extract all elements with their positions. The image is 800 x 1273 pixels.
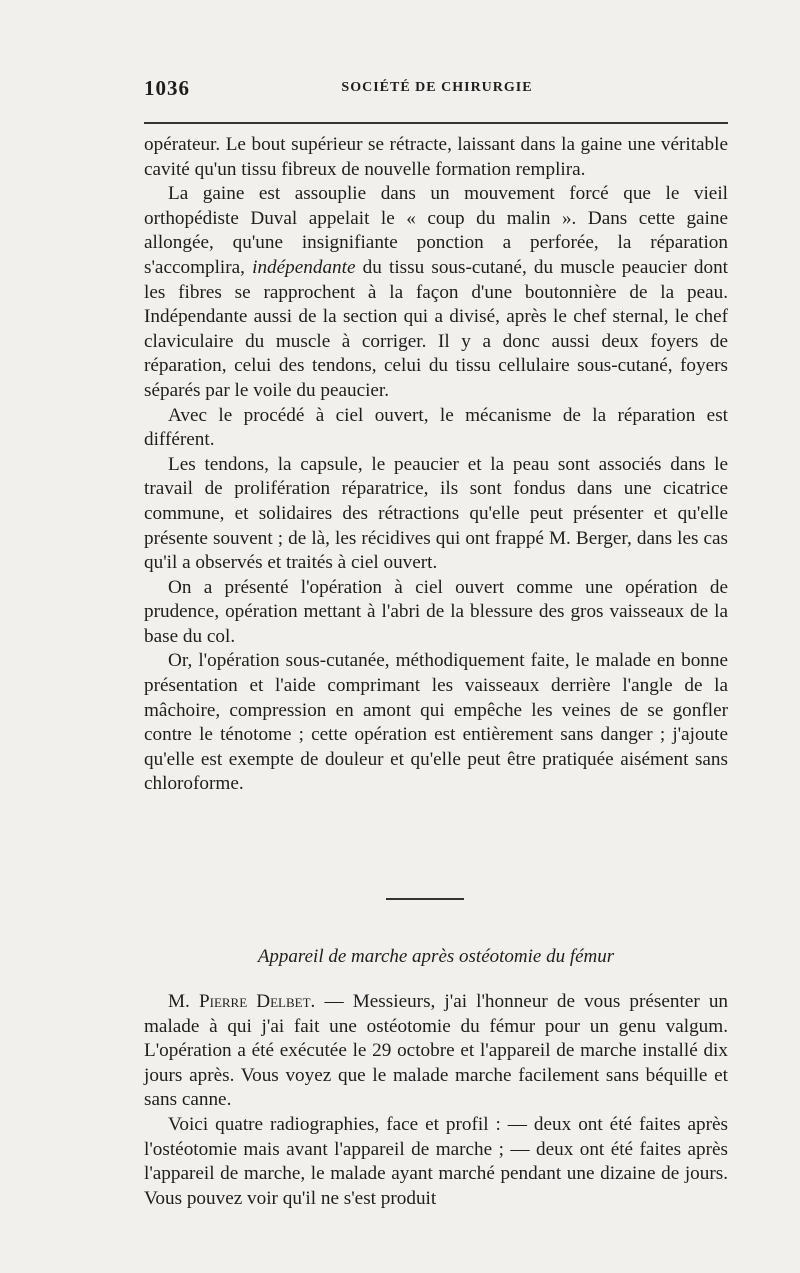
section-text [144,990,728,1211]
paragraph: Avec le procédé à ciel ouvert, le mécanisme de la réparation est différent. [144,404,728,451]
paragraph: On a présenté l'opération à ciel ouvert comme une opération de prudence, opération mettant à l'abri de la blessure des gros vaisseaux de la base du col. [144,576,728,647]
header-rule [144,122,728,124]
section-title: Appareil de marche après ostéotomie du fémur [257,946,615,967]
paragraph-text: La gaine est assouplie dans un mouvement forcé que le vieil orthopédiste Duval appelait le « coup du malin ». Dans cette gaine allongée, qu'une insignifiante ponction a perforée, la réparation s'accomplira, [144,183,728,278]
paragraph-text: — Messieurs, j'ai l'honneur de vous présenter un malade à qui j'ai fait une ostéotomie du fémur pour un genu valgum. L'opération a été exécutée le 29 octobre et l'appareil de marche installé dix jours après. Vous voyez que le malade marche facilement sans béquille et sans canne. [144,991,729,1111]
paragraph: opérateur. Le bout supérieur se rétracte, laissant dans la gaine une véritable cavité qu'un tissu fibreux de nouvelle formation remplira. [144,134,728,180]
paragraph [144,990,728,1113]
speaker-name: M. Pierre Delbet. [168,991,316,1012]
paragraph [144,182,728,403]
paragraph: Les tendons, la capsule, le peaucier et la peau sont associés dans le travail de prolifération réparatrice, ils sont fondus dans une cicatrice commune, et solidaires des rétractions qu'elle peut présenter et qu'elle présente souvent ; de là, les récidives qui ont frappé M. Berger, dans les cas qu'il a observés et traités à ciel ouvert. [144,453,728,574]
italic-term: indépendante [252,256,356,278]
main-text [144,133,728,797]
section-separator [386,898,464,900]
page-header [144,76,730,104]
paragraph-text: du tissu sous-cutané, du muscle peaucier dont les fibres se rapprochent à la façon d'une boutonnière de la peau. Indépendante aussi de la section qui a divisé, après le chef sternal, le chef claviculaire du muscle à corriger. Il y a donc aussi deux foyers de réparation, celui des tendons, celui du tissu cellulaire sous-cutané, foyers séparés par le voile du peaucier. [144,256,729,401]
paragraph: Voici quatre radiographies, face et profil : — deux ont été faites après l'ostéotomie mais avant l'appareil de marche ; — deux ont été faites après l'appareil de marche, le malade ayant marché pendant une dizaine de jours. Vous pouvez voir qu'il ne s'est produit [144,1113,728,1209]
page-number: 1036 [144,76,190,100]
running-head: SOCIÉTÉ DE CHIRURGIE [341,80,533,95]
paragraph: Or, l'opération sous-cutanée, méthodiquement faite, le malade en bonne présentation et l'aide comprimant les vaisseaux derrière l'angle de la mâchoire, compression en amont qui empêche les veines de se gonfler contre le ténotome ; cette opération est entièrement sans danger ; j'ajoute qu'elle est exempte de douleur et qu'elle peut être pratiquée aisément sans chloroforme. [144,650,728,795]
